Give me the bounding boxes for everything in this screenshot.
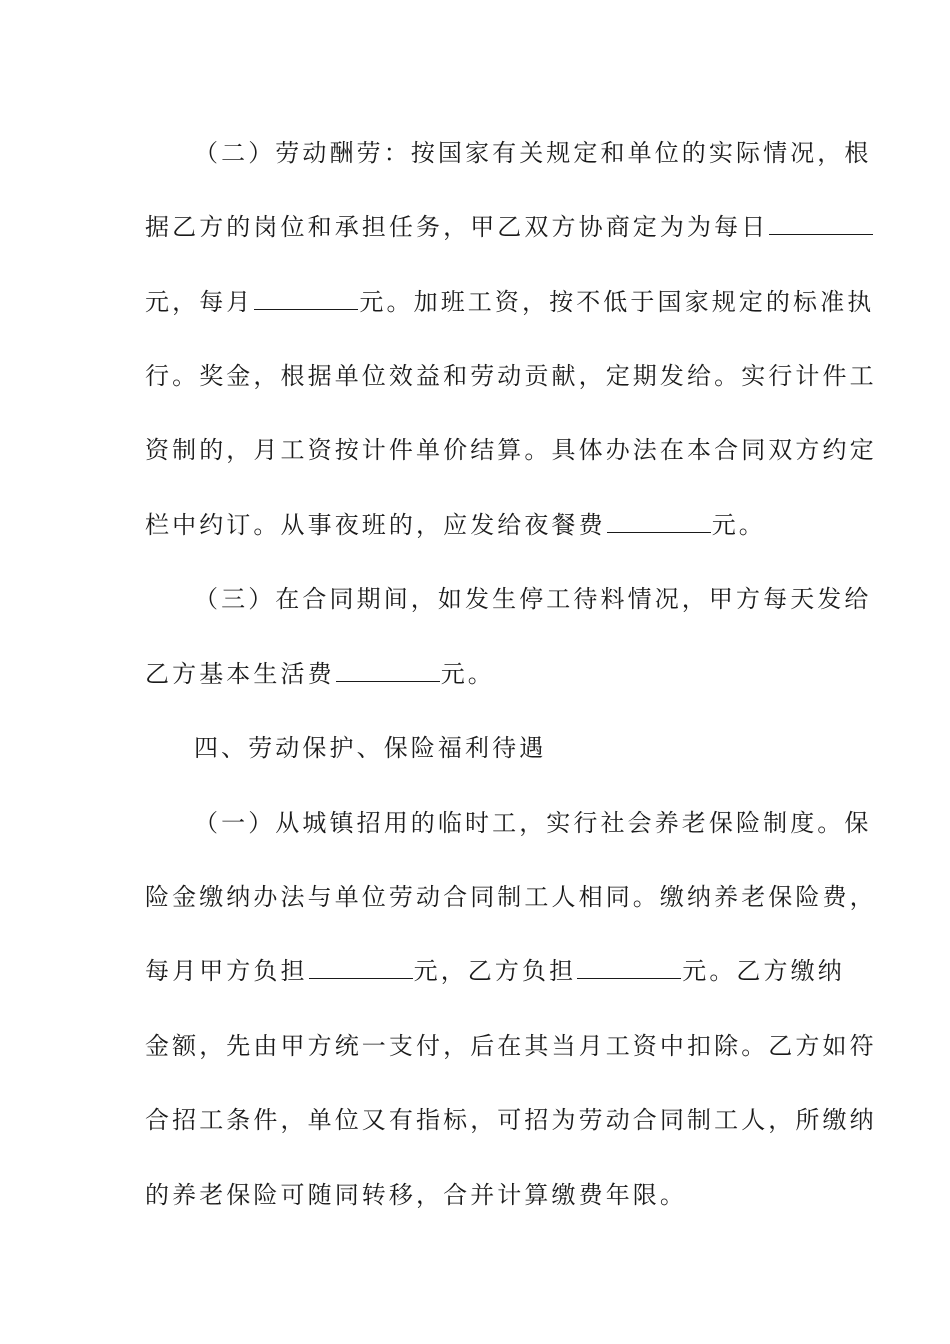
text-segment: 元，每月 bbox=[145, 288, 254, 316]
paragraph-4-1-line-6 bbox=[145, 1175, 687, 1215]
fill-in-blank-night-meal-fee bbox=[607, 510, 711, 533]
section-heading-text: 四、劳动保护、保险福利待遇 bbox=[194, 734, 547, 762]
text-segment: （三）在合同期间，如发生停工待料情况，甲方每天发给 bbox=[194, 585, 872, 613]
text-segment: 元。加班工资，按不低于国家规定的标准执 bbox=[359, 288, 875, 316]
paragraph-4-1-line-5 bbox=[145, 1100, 877, 1140]
text-segment: 元，乙方负担 bbox=[413, 957, 577, 985]
paragraph-4-1-line-3 bbox=[145, 951, 845, 991]
text-segment: 元。 bbox=[711, 511, 766, 539]
fill-in-blank-party-a-share bbox=[309, 956, 413, 979]
text-segment: 资制的，月工资按计件单价结算。具体办法在本合同双方约定 bbox=[145, 436, 877, 464]
paragraph-4-1-line-2 bbox=[145, 877, 877, 917]
text-segment: 元。 bbox=[440, 660, 495, 688]
text-segment: 金额，先由甲方统一支付，后在其当月工资中扣除。乙方如符 bbox=[145, 1032, 877, 1060]
text-segment: 每月甲方负担 bbox=[145, 957, 308, 985]
paragraph-2-line-2 bbox=[145, 207, 874, 247]
fill-in-blank-monthly-wage bbox=[254, 287, 358, 310]
paragraph-3-line-1 bbox=[194, 579, 872, 619]
text-segment: （二）劳动酬劳：按国家有关规定和单位的实际情况，根 bbox=[194, 139, 872, 167]
text-segment: 元。乙方缴纳 bbox=[682, 957, 845, 985]
fill-in-blank-living-allowance bbox=[336, 659, 440, 682]
paragraph-4-1-line-4 bbox=[145, 1026, 877, 1066]
paragraph-2-line-5 bbox=[145, 430, 877, 470]
paragraph-2-line-1 bbox=[194, 133, 872, 173]
text-segment: 险金缴纳办法与单位劳动合同制工人相同。缴纳养老保险费， bbox=[145, 883, 877, 911]
text-segment: 栏中约订。从事夜班的，应发给夜餐费 bbox=[145, 511, 606, 539]
text-segment: 据乙方的岗位和承担任务，甲乙双方协商定为为每日 bbox=[145, 213, 769, 241]
paragraph-4-1-line-1 bbox=[194, 803, 872, 843]
paragraph-2-line-6 bbox=[145, 505, 766, 545]
section-heading-4 bbox=[194, 728, 546, 768]
text-segment: （一）从城镇招用的临时工，实行社会养老保险制度。保 bbox=[194, 809, 872, 837]
paragraph-2-line-4 bbox=[145, 356, 877, 396]
text-segment: 的养老保险可随同转移，合并计算缴费年限。 bbox=[145, 1181, 687, 1209]
paragraph-3-line-2 bbox=[145, 654, 495, 694]
fill-in-blank-party-b-share bbox=[577, 956, 681, 979]
text-segment: 合招工条件，单位又有指标，可招为劳动合同制工人，所缴纳 bbox=[145, 1106, 877, 1134]
fill-in-blank-daily-wage bbox=[769, 212, 873, 235]
paragraph-2-line-3 bbox=[145, 282, 874, 322]
text-segment: 行。奖金，根据单位效益和劳动贡献，定期发给。实行计件工 bbox=[145, 362, 877, 390]
text-segment: 乙方基本生活费 bbox=[145, 660, 335, 688]
